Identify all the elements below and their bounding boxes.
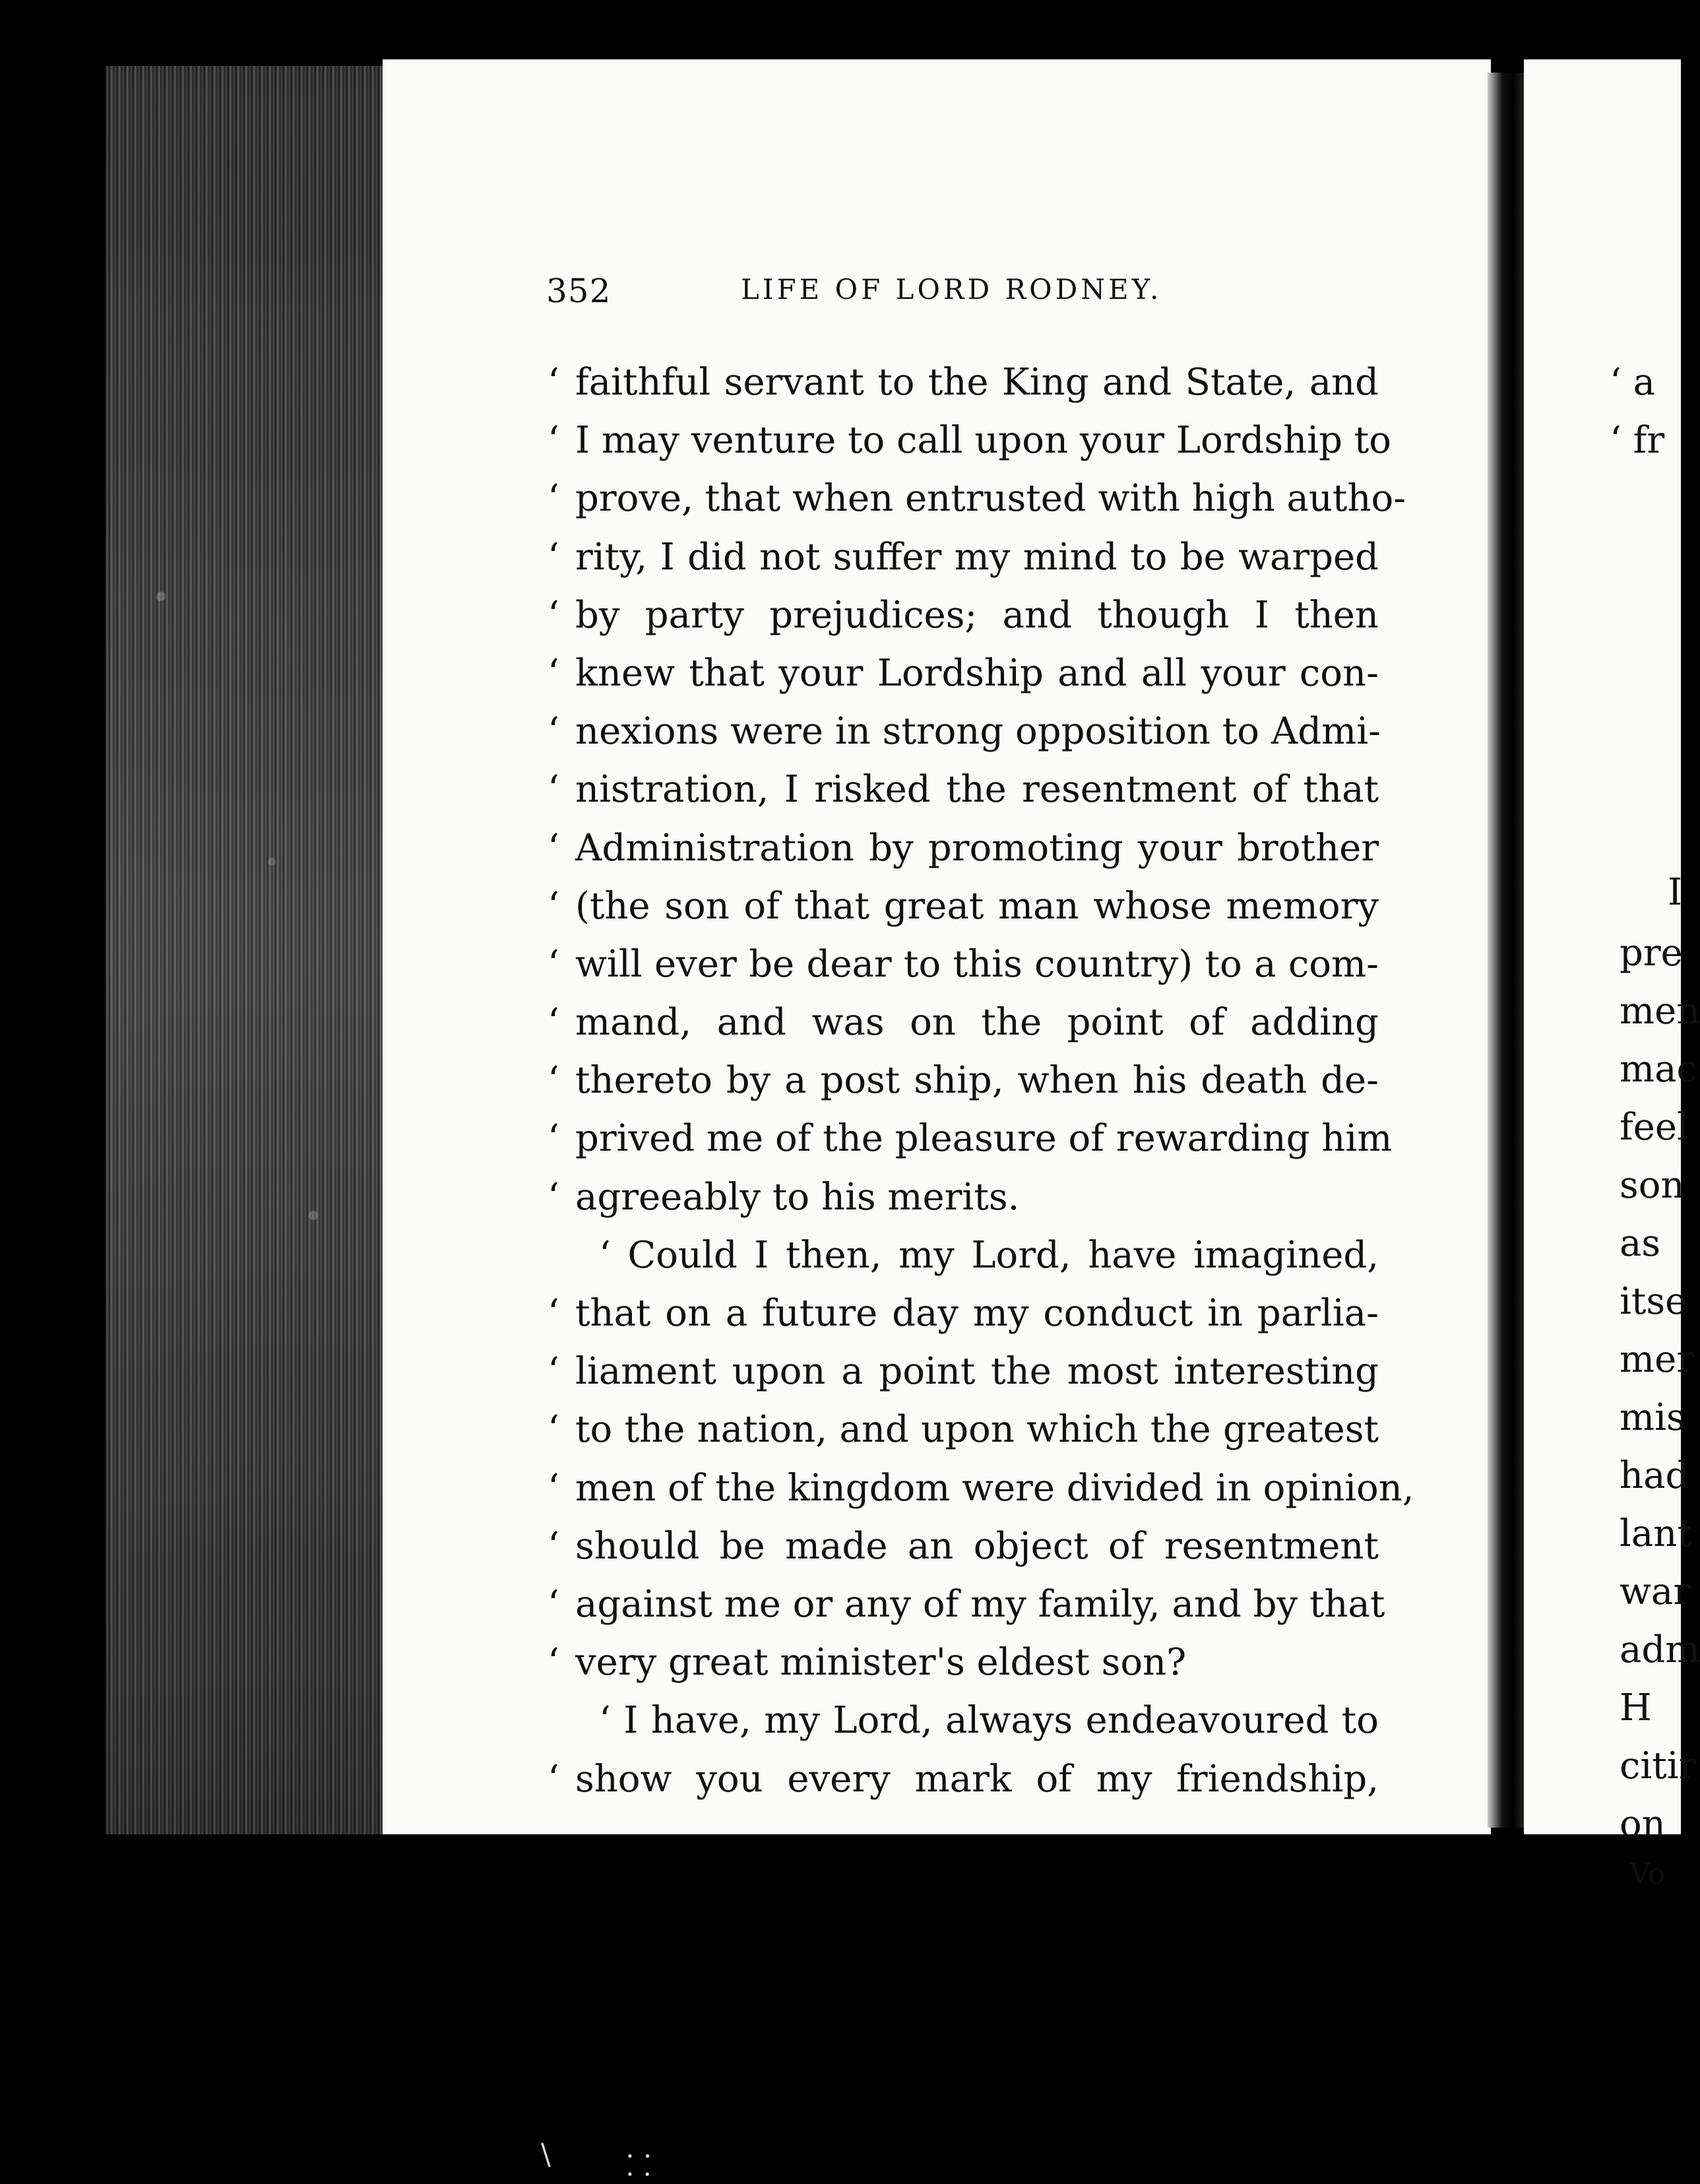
text-line: ‘ (the son of that great man whose memory bbox=[548, 884, 1379, 928]
text-line: ‘ that on a future day my conduct in parlia- bbox=[548, 1292, 1379, 1335]
text-line: ‘ mand, and was on the point of adding bbox=[548, 1001, 1379, 1044]
text-fragment: adm bbox=[1620, 1628, 1700, 1671]
text-fragment: lant bbox=[1620, 1512, 1692, 1555]
text-line: ‘ against me or any of my family, and by that bbox=[548, 1582, 1385, 1626]
running-title: LIFE OF LORD RODNEY. bbox=[741, 273, 1162, 305]
text-fragment: war bbox=[1620, 1570, 1691, 1613]
text-fragment: ‘ fr bbox=[1610, 419, 1665, 462]
right-page-body-fragments bbox=[1620, 924, 1700, 1853]
text-line: ‘ to the nation, and upon which the greatest bbox=[548, 1408, 1379, 1452]
text-line: ‘ agreeably to his merits. bbox=[548, 1175, 1020, 1219]
text-line: ‘ knew that your Lordship and all your con- bbox=[548, 651, 1379, 695]
right-page-marker: I bbox=[1668, 871, 1683, 914]
text-fragment: as bbox=[1620, 1222, 1661, 1265]
page-number: 352 bbox=[546, 272, 612, 310]
scan-mark: ⸬ bbox=[627, 2149, 651, 2183]
text-line: ‘ Could I then, my Lord, have imagined, bbox=[599, 1233, 1379, 1277]
scan-mark: \ bbox=[541, 2138, 551, 2171]
text-fragment: feel bbox=[1620, 1106, 1689, 1149]
text-line: ‘ liament upon a point the most interesting bbox=[548, 1350, 1379, 1394]
text-line: ‘ Administration by promoting your brother bbox=[548, 826, 1379, 870]
text-line: ‘ nexions were in strong opposition to Admi- bbox=[548, 710, 1381, 754]
text-fragment: mis bbox=[1620, 1396, 1685, 1439]
text-fragment: ‘ a bbox=[1610, 361, 1655, 404]
text-line: ‘ faithful servant to the King and State, and bbox=[548, 361, 1379, 404]
text-fragment: itse bbox=[1620, 1280, 1687, 1323]
text-line: ‘ by party prejudices; and though I then bbox=[548, 593, 1379, 637]
text-fragment: citir bbox=[1620, 1745, 1697, 1787]
text-fragment: mac bbox=[1620, 1048, 1697, 1091]
text-line: ‘ men of the kingdom were divided in opinion, bbox=[548, 1466, 1414, 1510]
book-gutter bbox=[1488, 73, 1524, 1828]
text-line: ‘ I have, my Lord, always endeavoured to bbox=[599, 1699, 1379, 1743]
text-line: ‘ prived me of the pleasure of rewarding him bbox=[548, 1117, 1393, 1161]
text-fragment: H bbox=[1620, 1686, 1652, 1729]
text-line: ‘ thereto by a post ship, when his death de- bbox=[548, 1059, 1379, 1103]
text-line: ‘ nistration, I risked the resentment of that bbox=[548, 768, 1379, 812]
text-line: ‘ should be made an object of resentment bbox=[548, 1524, 1379, 1568]
text-line: ‘ I may venture to call upon your Lordship to bbox=[548, 419, 1391, 463]
text-fragment: men bbox=[1620, 990, 1700, 1033]
text-line: ‘ show you every mark of my friendship, bbox=[548, 1757, 1379, 1801]
text-fragment: son bbox=[1620, 1164, 1685, 1207]
text-fragment: pre bbox=[1620, 932, 1683, 975]
right-page-top-fragments bbox=[1610, 354, 1664, 470]
right-page-footer: Vo bbox=[1629, 1857, 1666, 1891]
text-line: ‘ will ever be dear to this country) to a com- bbox=[548, 942, 1379, 986]
page-fore-edge bbox=[106, 66, 383, 1834]
left-page-body bbox=[548, 354, 1414, 1809]
running-head bbox=[546, 272, 1371, 318]
text-fragment: mer bbox=[1620, 1338, 1695, 1381]
text-fragment: on bbox=[1620, 1803, 1666, 1846]
text-fragment: had bbox=[1620, 1454, 1689, 1497]
text-line: ‘ prove, that when entrusted with high autho- bbox=[548, 477, 1406, 521]
text-line: ‘ very great minister's eldest son? bbox=[548, 1641, 1187, 1685]
text-line: ‘ rity, I did not suffer my mind to be warped bbox=[548, 535, 1379, 579]
